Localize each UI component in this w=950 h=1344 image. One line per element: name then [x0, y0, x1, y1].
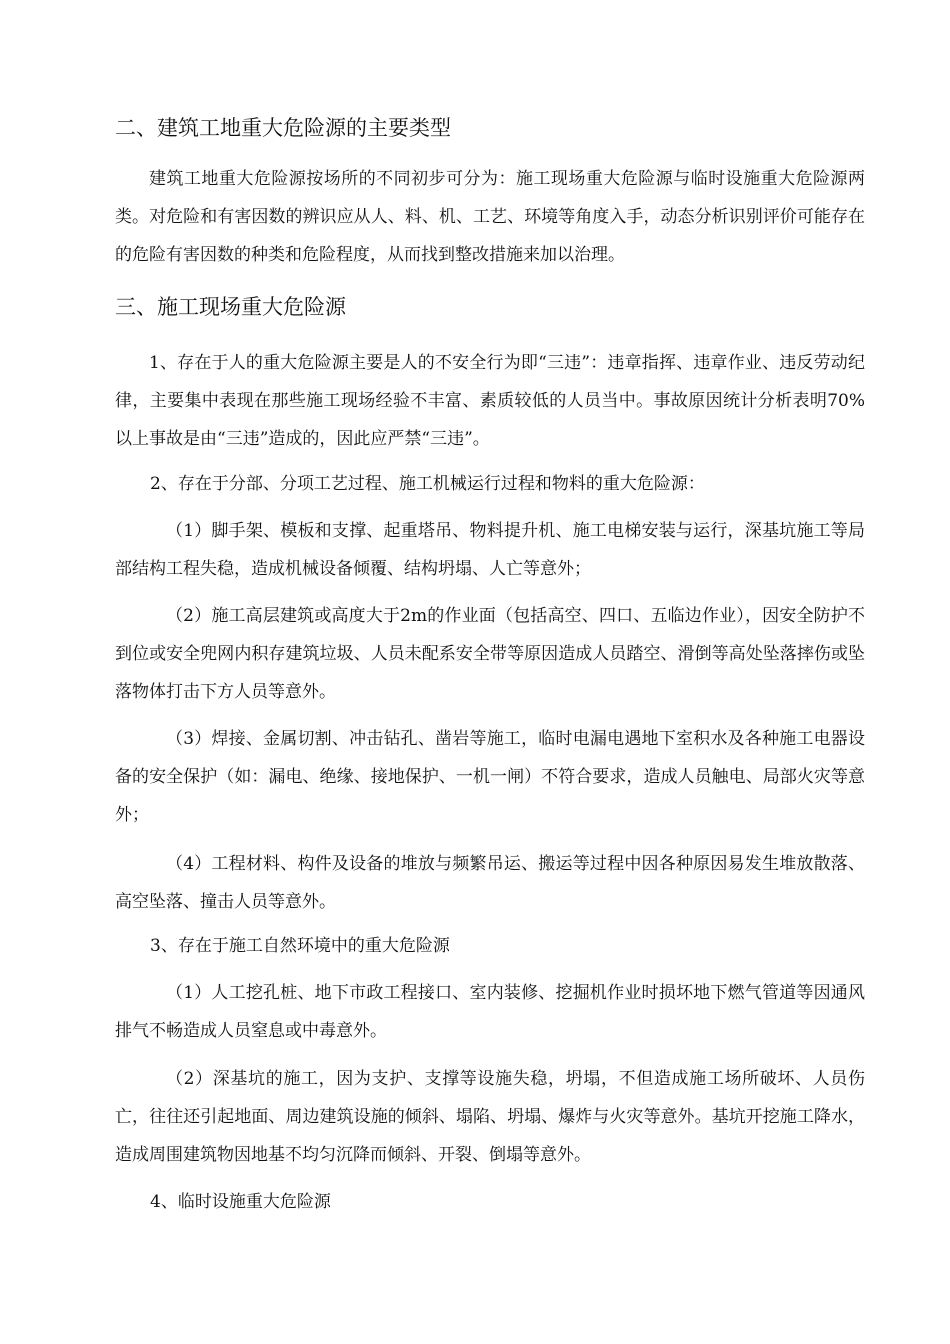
item2-sub3-paragraph: （3）焊接、金属切割、冲击钻孔、凿岩等施工，临时电漏电遇地下室积水及各种施工电器设备的安全保护（如：漏电、绝缘、接地保护、一机一闸）不符合要求，造成人员触电、局部火灾等意外；	[115, 729, 865, 825]
item1-paragraph: 1、存在于人的重大危险源主要是人的不安全行为即“三违”：违章指挥、违章作业、违反劳动纪律，主要集中表现在那些施工现场经验不丰富、素质较低的人员当中。事故原因统计分析表明70%以上事故是由“三违”造成的，因此应严禁“三违”。	[115, 353, 865, 449]
section2-heading: 二、建筑工地重大危险源的主要类型	[115, 116, 451, 140]
item3-paragraph: 3、存在于施工自然环境中的重大危险源	[150, 936, 450, 956]
section2-intro-paragraph: 建筑工地重大危险源按场所的不同初步可分为：施工现场重大危险源与临时设施重大危险源两类。对危险和有害因数的辨识应从人、料、机、工艺、环境等角度入手，动态分析识别评价可能存在的危险有害因数的种类和危险程度，从而找到整改措施来加以治理。	[115, 169, 865, 265]
item3-sub2-paragraph: （2）深基坑的施工，因为支护、支撑等设施失稳，坍塌，不但造成施工场所破坏、人员伤亡，往往还引起地面、周边建筑设施的倾斜、塌陷、坍塌、爆炸与火灾等意外。基坑开挖施工降水，造成周围建筑物因地基不均匀沉降而倾斜、开裂、倒塌等意外。	[115, 1069, 865, 1165]
item3-sub1-paragraph: （1）人工挖孔桩、地下市政工程接口、室内装修、挖掘机作业时损坏地下燃气管道等因通风排气不畅造成人员窒息或中毒意外。	[115, 983, 865, 1041]
section3-heading: 三、施工现场重大危险源	[115, 295, 346, 319]
item2-sub2-paragraph: （2）施工高层建筑或高度大于2m的作业面（包括高空、四口、五临边作业），因安全防护不到位或安全兜网内积存建筑垃圾、人员未配系安全带等原因造成人员踏空、滑倒等高处坠落摔伤或坠落物体打击下方人员等意外。	[115, 606, 865, 702]
item2-sub4-paragraph: （4）工程材料、构件及设备的堆放与频繁吊运、搬运等过程中因各种原因易发生堆放散落、高空坠落、撞击人员等意外。	[115, 854, 865, 912]
item2-paragraph: 2、存在于分部、分项工艺过程、施工机械运行过程和物料的重大危险源：	[150, 474, 705, 494]
item2-sub1-paragraph: （1）脚手架、模板和支撑、起重塔吊、物料提升机、施工电梯安装与运行，深基坑施工等局部结构工程失稳，造成机械设备倾覆、结构坍塌、人亡等意外；	[115, 521, 865, 579]
item4-paragraph: 4、临时设施重大危险源	[150, 1192, 331, 1212]
